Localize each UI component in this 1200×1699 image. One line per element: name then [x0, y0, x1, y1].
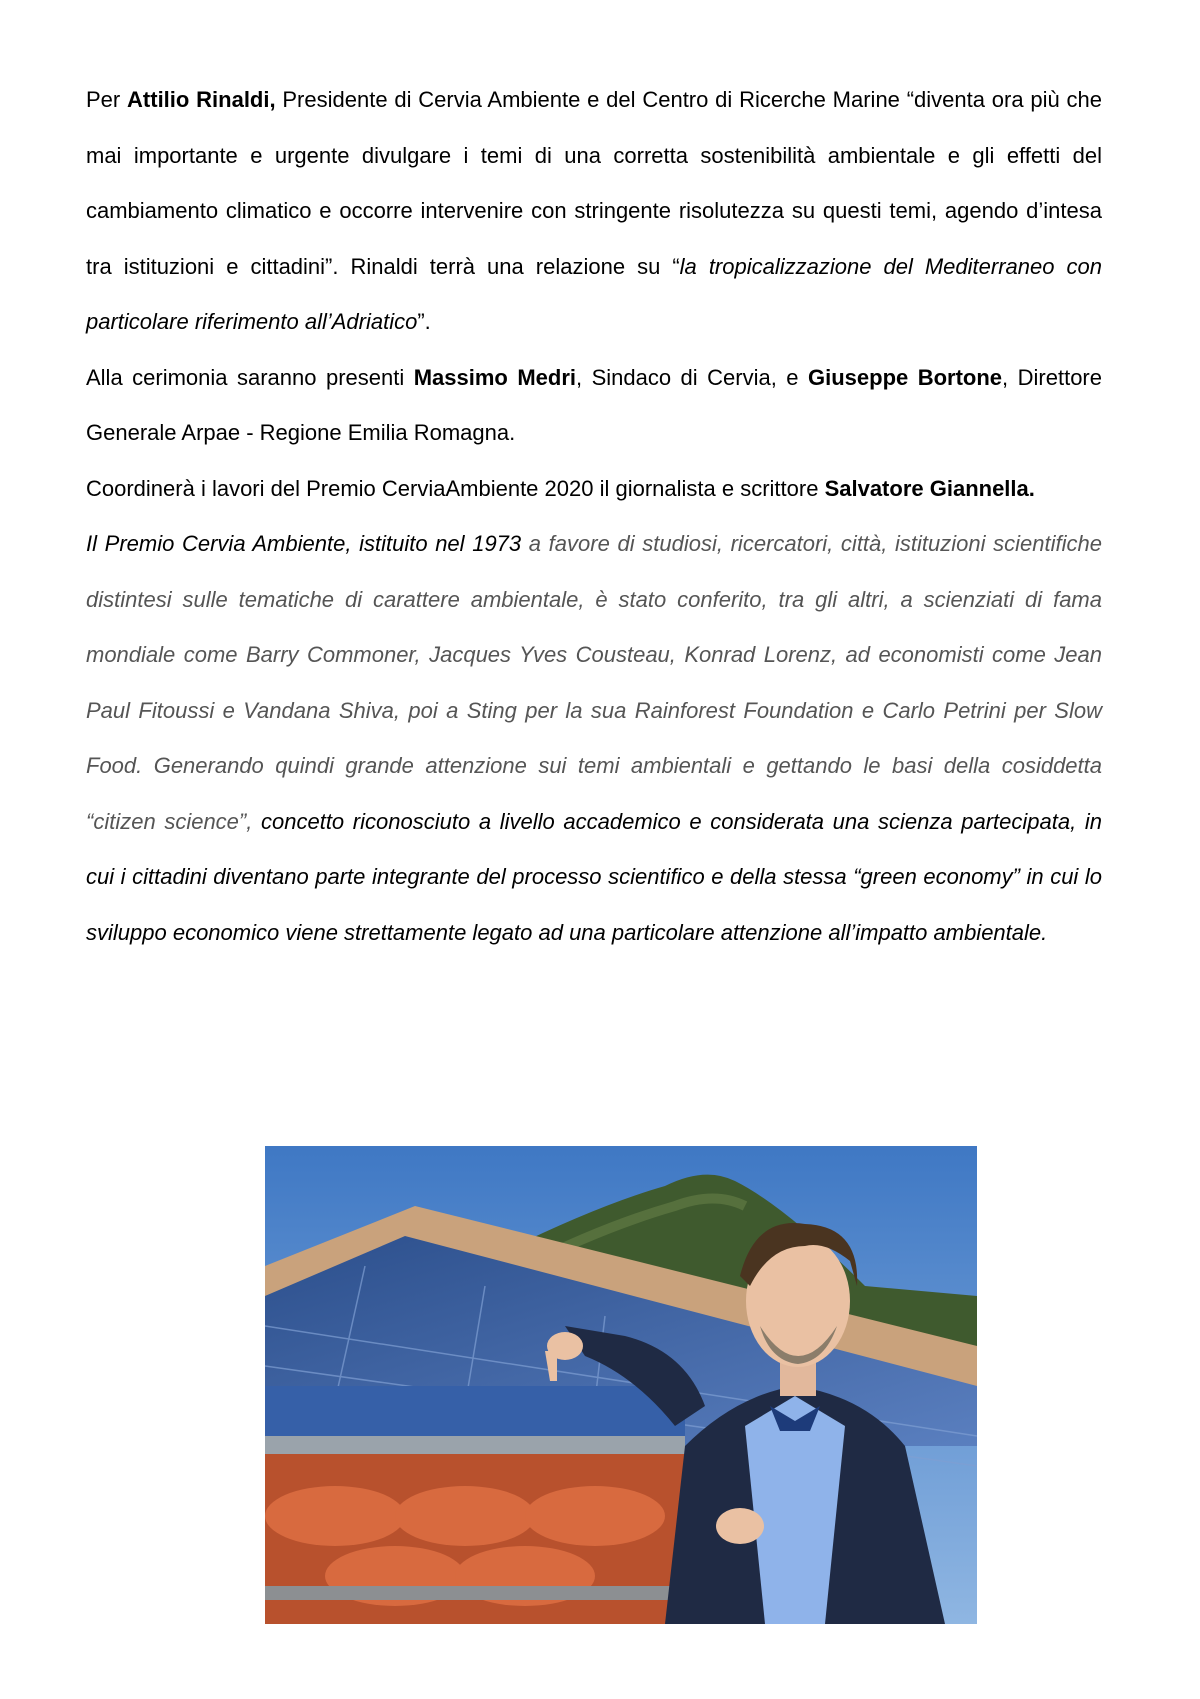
paragraph-ceremony — [86, 350, 1102, 461]
paragraph-coordinator — [86, 461, 1102, 517]
text: , Sindaco di Cervia, e — [576, 364, 808, 390]
text: , Direttore Generale Arpae - Regione Emilia Romagna. — [86, 364, 1102, 445]
name-massimo-medri: Massimo Medri — [413, 364, 576, 390]
text: Coordinerà i lavori del Premio CerviaAmbiente 2020 il giornalista e scrittore — [86, 475, 825, 501]
name-attilio-rinaldi: Attilio Rinaldi, — [127, 87, 276, 112]
document-body — [86, 72, 1102, 960]
text: Alla cerimonia saranno presenti — [86, 364, 414, 390]
name-giuseppe-bortone: Giuseppe Bortone — [808, 364, 1003, 390]
portrait-photo — [265, 1146, 977, 1624]
text: Presidente di Cervia Ambiente e del Centro di Ricerche Marine “diventa ora più che mai importante e urgente divulgare i temi di una corretta sostenibilità ambientale e gli effetti del cambiamento climatico e occorre intervenire con stringente risolutezza su questi temi, agendo d’intesa tra istituzioni e cittadini”. Rinaldi terrà una relazione su “ — [86, 87, 1102, 279]
name-salvatore-giannella: Salvatore Giannella. — [824, 475, 1035, 501]
premio-grey-text: a favore di studiosi, ricercatori, città, istituzioni scientifiche distintesi sulle tematiche di carattere ambientale, è stato conferito, tra gli altri, a scienziati di fama mondiale come Barry Commoner, Jacques Yves Cousteau, Konrad Lorenz, ad economisti come Jean Paul Fitoussi e Vandana Shiva, poi a Sting per la sua Rainforest Foundation e Carlo Petrini per Slow Food. Generando quindi grande attenzione sui temi ambientali e gettando le basi della cosiddetta “citizen science”, — [86, 531, 1102, 834]
talk-topic: la tropicalizzazione del Mediterraneo con particolare riferimento all’Adriatico — [86, 253, 1102, 334]
paragraph-rinaldi — [86, 72, 1102, 350]
paragraph-premio-history — [86, 516, 1102, 960]
text: Per — [86, 87, 128, 112]
premio-tail: concetto riconosciuto a livello accademico e considerata una scienza partecipata, in cui i cittadini diventano parte integrante del processo scientifico e della stessa “green economy” in cui lo sviluppo economico viene strettamente legato ad una particolare attenzione all’impatto ambientale. — [86, 808, 1102, 945]
text: ”. — [417, 309, 431, 334]
premio-lead: Il Premio Cervia Ambiente, istituito nel 1973 — [86, 531, 522, 556]
